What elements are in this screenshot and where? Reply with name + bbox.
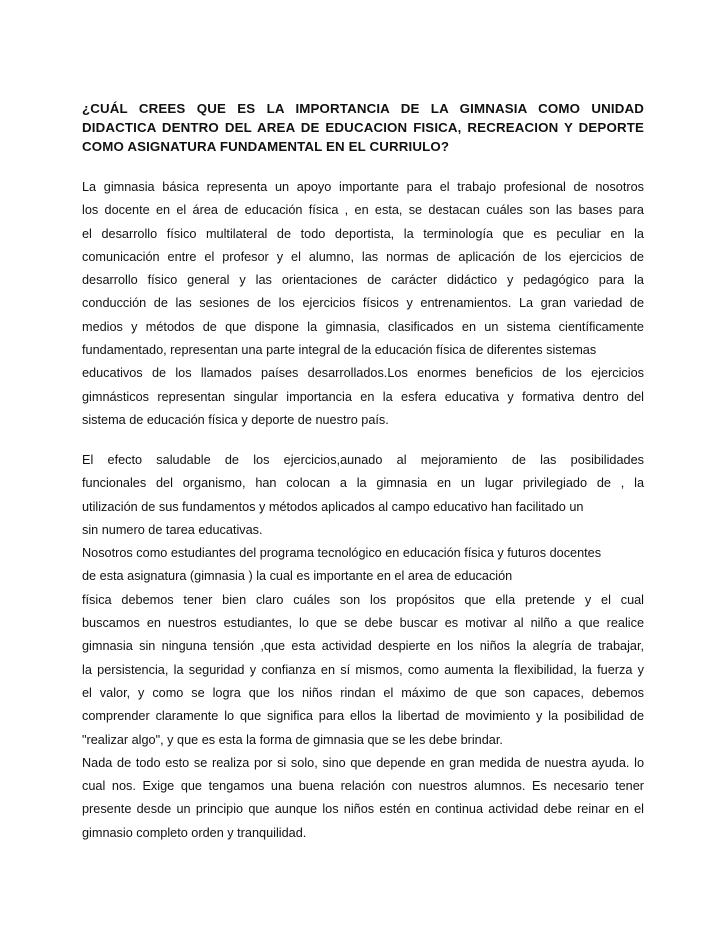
paragraph-2 <box>82 449 644 845</box>
text-line: buscamos en nuestros estudiantes, lo que se debe buscar es motivar al nilño a que realice <box>82 616 644 631</box>
text-line: sin numero de tarea educativas. <box>82 522 263 537</box>
text-line: física debemos tener bien claro cuáles son los propósitos que ella pretende y el cual <box>82 592 644 607</box>
text-line: los docente en el área de educación física , en esta, se destacan cuáles son las bases para <box>82 203 644 218</box>
text-line: "realizar algo", y que es esta la forma de gimnasia que se les debe brindar. <box>82 732 503 747</box>
text-line: Nosotros como estudiantes del programa tecnológico en educación física y futuros docentes <box>82 546 602 561</box>
text-line: gimnasio completo orden y tranquilidad. <box>82 825 307 840</box>
text-line: El efecto saludable de los ejercicios,aunado al mejoramiento de las posibilidades <box>82 453 644 467</box>
text-line: medios y métodos de que dispone la gimnasia, clasificados en un sistema científicamente <box>82 319 644 334</box>
text-line: gimnasia sin ninguna tensión ,que esta actividad despierte en los niños la alegría de trabajar, <box>82 639 644 654</box>
text-line: fundamentado, representan una parte integral de la educación física de diferentes sistemas <box>82 343 597 358</box>
text-line: el valor, y como se logra que los niños rindan el máximo de que son capaces, debemos <box>82 685 644 700</box>
text-line: funcionales del organismo, han colocan a la gimnasia en un lugar privilegiado de , la <box>82 476 644 491</box>
text-line: la persistencia, la seguridad y confianza en sí mismos, como aumenta la flexibilidad, la fuerza y <box>82 662 644 677</box>
text-line: el desarrollo físico multilateral de todo deportista, la terminología que es peculiar en la <box>82 226 644 241</box>
text-line: desarrollo físico general y las orientaciones de carácter didáctico y pedagógico para la <box>82 273 644 288</box>
text-line: La gimnasia básica representa un apoyo importante para el trabajo profesional de nosotros <box>82 180 644 194</box>
text-line: comprender claramente lo que significa para ellos la libertad de movimiento y la posibilidad de <box>82 709 644 724</box>
text-line: cual nos. Exige que tengamos una buena relación con nuestros alumnos. Es necesario tener <box>82 779 644 794</box>
text-line: educativos de los llamados países desarrollados.Los enormes beneficios de los ejercicios <box>82 366 644 381</box>
document-title: ¿CUÁL CREES QUE ES LA IMPORTANCIA DE LA GIMNASIA COMO UNIDAD DIDACTICA DENTRO DEL AREA DE EDUCACION FISICA, RECREACION Y DEPORTE COMO ASIGNATURA FUNDAMENTAL EN EL CURRIULO? <box>82 101 644 154</box>
text-line: comunicación entre el profesor y el alumno, las normas de aplicación de los ejercicios de <box>82 249 644 264</box>
text-line: gimnásticos representan singular importancia en la esfera educativa y formativa dentro del <box>82 389 644 404</box>
text-line: de esta asignatura (gimnasia ) la cual es importante en el area de educación <box>82 569 513 584</box>
text-line: sistema de educación física y deporte de nuestro país. <box>82 412 389 427</box>
text-line: presente desde un principio que aunque los niños estén en continua actividad debe reinar en el <box>82 802 644 817</box>
paragraph-1 <box>82 176 644 432</box>
text-line: Nada de todo esto se realiza por si solo, sino que depende en gran medida de nuestra ayuda. lo <box>82 755 644 770</box>
text-line: conducción de las sesiones de los ejercicios físicos y entrenamientos. La gran variedad de <box>82 296 644 311</box>
text-line: utilización de sus fundamentos y métodos aplicados al campo educativo han facilitado un <box>82 499 584 514</box>
